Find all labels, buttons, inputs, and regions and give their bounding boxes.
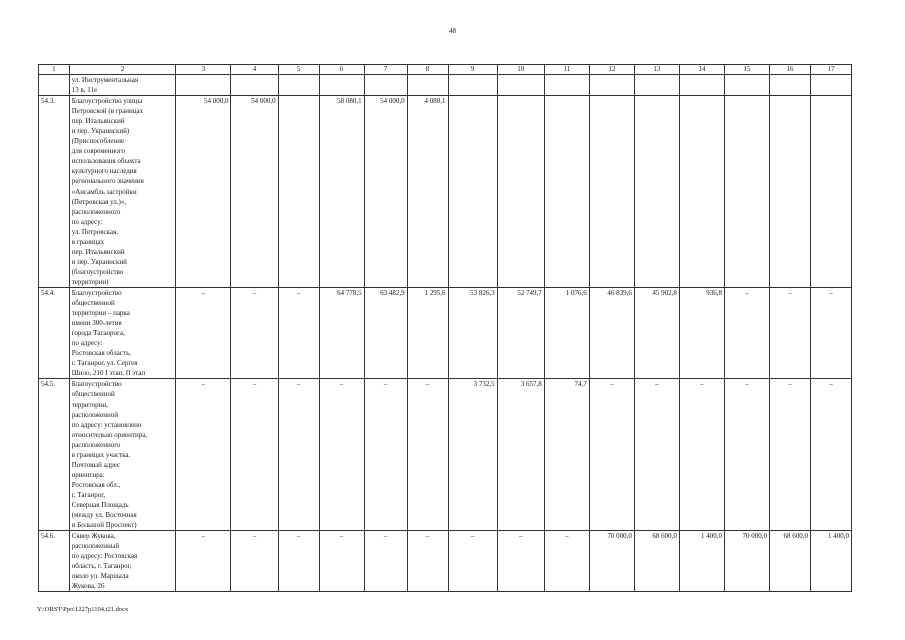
object-name-line: ориентира:	[71, 470, 105, 479]
value-cell: –	[407, 379, 448, 531]
value-cell: –	[679, 379, 724, 531]
value-cell	[724, 75, 769, 96]
value-cell: 1 400,0	[679, 531, 724, 592]
object-name-line: по адресу:	[71, 339, 103, 348]
value-cell: 1 295,6	[407, 287, 448, 378]
column-header: 17	[810, 65, 851, 75]
object-name-line: около ул. Маршала	[71, 572, 129, 581]
object-name-line: по адресу: установлено	[71, 420, 142, 429]
object-name-line: (между ул. Восточная	[71, 511, 137, 520]
value-cell	[810, 75, 851, 96]
object-name-line: ул. Петровская,	[71, 227, 118, 236]
object-name-line: «Ансамбль застройки	[71, 187, 137, 196]
footer-file-path: Y:\ORST\Ppo\1227p1104.t21.docx	[37, 606, 129, 613]
value-cell: 70 000,0	[724, 531, 769, 592]
value-cell: –	[364, 531, 407, 592]
table-row	[39, 96, 852, 288]
object-name-line: расположенной	[71, 410, 118, 419]
object-name-line: Благоустройство	[71, 380, 122, 389]
value-cell	[278, 75, 319, 96]
object-name-line: по адресу:	[71, 217, 103, 226]
object-name-line: г. Таганрог,	[71, 490, 106, 499]
column-header: 15	[724, 65, 769, 75]
object-name-line: Шило, 210 I этап, II этап	[71, 369, 146, 378]
value-cell	[544, 75, 589, 96]
object-name-line: (Приспособление	[71, 137, 125, 146]
object-name-line: и пер. Украинский)	[71, 127, 130, 136]
row-number-cell: 54.3.	[39, 96, 70, 288]
value-cell: –	[176, 531, 231, 592]
value-cell: 45 902,8	[634, 287, 679, 378]
value-cell: 3 657,8	[497, 379, 544, 531]
object-name-line: в границах участка.	[71, 450, 131, 459]
column-header: 8	[407, 65, 448, 75]
object-name-line: 13 в, 11е	[71, 86, 98, 95]
object-name-line: в границах	[71, 237, 105, 246]
object-name-line: и Большой Проспект)	[71, 521, 137, 530]
column-header: 9	[448, 65, 497, 75]
value-cell	[231, 75, 278, 96]
value-cell: –	[231, 379, 278, 531]
object-name-line: расположенный	[71, 542, 120, 551]
value-cell: –	[769, 379, 810, 531]
object-name-line: Жукова, 26	[71, 582, 105, 591]
value-cell: 52 749,7	[497, 287, 544, 378]
value-cell	[589, 75, 634, 96]
value-cell: 74,7	[544, 379, 589, 531]
value-cell	[544, 96, 589, 288]
object-name-line: г. Таганрог, ул. Сергея	[71, 359, 138, 368]
column-header: 11	[544, 65, 589, 75]
value-cell	[176, 75, 231, 96]
object-name-cell	[69, 379, 175, 531]
column-header: 1	[39, 65, 70, 75]
value-cell	[407, 75, 448, 96]
object-name-line: общественной	[71, 299, 115, 308]
value-cell: –	[589, 379, 634, 531]
table-row	[39, 379, 852, 531]
value-cell: –	[448, 531, 497, 592]
value-cell: 58 080,1	[319, 96, 364, 288]
object-name-line: регионального значения	[71, 177, 144, 186]
value-cell: 4 080,1	[407, 96, 448, 288]
column-header: 14	[679, 65, 724, 75]
column-header: 16	[769, 65, 810, 75]
object-name-line: пер. Итальянский	[71, 247, 125, 256]
object-name-cell	[69, 287, 175, 378]
object-name-line: для современного	[71, 147, 125, 156]
row-number-cell: 54.5.	[39, 379, 70, 531]
value-cell: –	[278, 287, 319, 378]
value-cell: 68 600,0	[769, 531, 810, 592]
column-header: 13	[634, 65, 679, 75]
object-name-line: Северная Площадь	[71, 500, 129, 509]
object-name-line: культурного наследия	[71, 167, 137, 176]
value-cell: –	[769, 287, 810, 378]
column-header: 5	[278, 65, 319, 75]
column-header: 10	[497, 65, 544, 75]
object-name-line: Ростовская область,	[71, 349, 132, 358]
value-cell: 54 000,0	[364, 96, 407, 288]
object-name-line: расположенного	[71, 440, 121, 449]
value-cell: –	[278, 379, 319, 531]
object-name-line: расположенного	[71, 207, 121, 216]
value-cell: 936,8	[679, 287, 724, 378]
column-header: 4	[231, 65, 278, 75]
object-name-cell	[69, 96, 175, 288]
value-cell: 70 000,0	[589, 531, 634, 592]
value-cell: –	[810, 379, 851, 531]
row-number-cell	[39, 75, 70, 96]
value-cell	[589, 96, 634, 288]
value-cell: 54 000,0	[176, 96, 231, 288]
value-cell: 68 600,0	[634, 531, 679, 592]
value-cell	[769, 96, 810, 288]
table-row	[39, 287, 852, 378]
value-cell	[634, 75, 679, 96]
object-name-line: Почтовый адрес	[71, 460, 121, 469]
value-cell: –	[176, 379, 231, 531]
table-row	[39, 75, 852, 96]
object-name-line: пер. Итальянский	[71, 117, 125, 126]
object-name-cell	[69, 75, 175, 96]
value-cell	[278, 96, 319, 288]
object-name-line: имени 300-летия	[71, 319, 122, 328]
value-cell: 54 000,0	[231, 96, 278, 288]
value-cell: –	[634, 379, 679, 531]
column-header: 6	[319, 65, 364, 75]
object-name-line: и пер. Украинский	[71, 257, 127, 266]
value-cell: –	[407, 531, 448, 592]
value-cell: –	[724, 287, 769, 378]
value-cell	[679, 75, 724, 96]
value-cell: –	[364, 379, 407, 531]
value-cell	[497, 96, 544, 288]
table-row	[39, 531, 852, 592]
value-cell: 3 732,5	[448, 379, 497, 531]
value-cell	[634, 96, 679, 288]
column-header: 3	[176, 65, 231, 75]
value-cell: –	[810, 287, 851, 378]
value-cell: –	[544, 531, 589, 592]
object-name-line: (благоустройство	[71, 267, 124, 276]
page-number: 48	[449, 27, 456, 35]
value-cell	[810, 96, 851, 288]
column-header: 7	[364, 65, 407, 75]
object-name-line: Ростовская обл.,	[71, 480, 121, 489]
column-header: 2	[69, 65, 175, 75]
value-cell	[319, 75, 364, 96]
object-name-line: относительно ориентира,	[71, 430, 148, 439]
value-cell: 1 400,0	[810, 531, 851, 592]
budget-table	[38, 64, 852, 592]
value-cell: –	[231, 287, 278, 378]
value-cell: –	[497, 531, 544, 592]
object-name-line: по адресу: Ростовская	[71, 552, 138, 561]
object-name-line: территории)	[71, 277, 109, 286]
value-cell	[769, 75, 810, 96]
object-name-line: Петровской (в границах	[71, 107, 144, 116]
value-cell: –	[319, 531, 364, 592]
object-name-line: территории,	[71, 400, 108, 409]
object-name-line: использования объекта	[71, 157, 141, 166]
value-cell: 46 839,6	[589, 287, 634, 378]
value-cell	[448, 75, 497, 96]
value-cell	[724, 96, 769, 288]
value-cell: 1 076,6	[544, 287, 589, 378]
object-name-line: Сквер Жукова,	[71, 532, 116, 541]
object-name-line: города Таганрога,	[71, 329, 125, 338]
value-cell: –	[176, 287, 231, 378]
value-cell: 63 482,9	[364, 287, 407, 378]
value-cell	[679, 96, 724, 288]
column-number-row	[39, 65, 852, 75]
value-cell	[448, 96, 497, 288]
object-name-line: (Петровская ул.)»,	[71, 197, 127, 206]
value-cell	[364, 75, 407, 96]
object-name-line: территории – парка	[71, 309, 130, 318]
object-name-line: общественной	[71, 390, 115, 399]
row-number-cell: 54.6.	[39, 531, 70, 592]
object-name-line: область, г. Таганрог,	[71, 562, 132, 571]
table-body	[39, 65, 852, 592]
value-cell: –	[319, 379, 364, 531]
object-name-line: Благоустройство улицы	[71, 97, 143, 106]
value-cell: 53 826,3	[448, 287, 497, 378]
object-name-line: ул. Инструментальная	[71, 76, 139, 84]
value-cell: –	[724, 379, 769, 531]
value-cell: –	[231, 531, 278, 592]
value-cell: 64 778,5	[319, 287, 364, 378]
column-header: 12	[589, 65, 634, 75]
object-name-cell	[69, 531, 175, 592]
value-cell	[497, 75, 544, 96]
object-name-line: Благоустройство	[71, 288, 122, 297]
value-cell: –	[278, 531, 319, 592]
row-number-cell: 54.4.	[39, 287, 70, 378]
